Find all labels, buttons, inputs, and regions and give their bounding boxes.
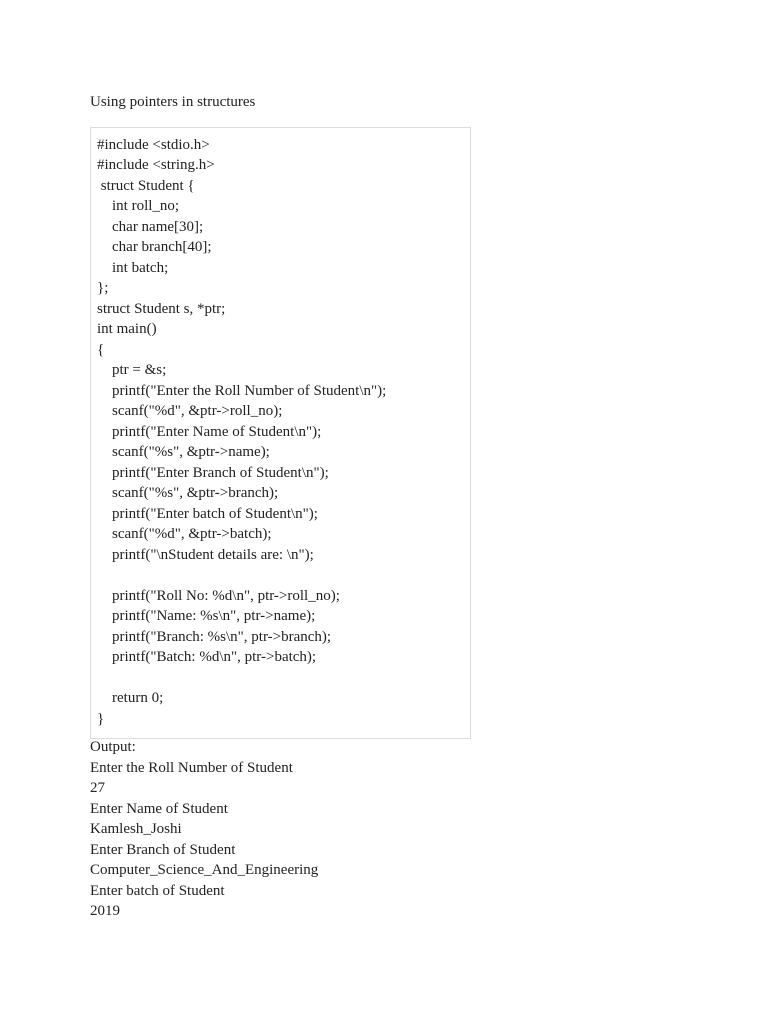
output-line: Kamlesh_Joshi	[90, 821, 182, 837]
output-line: 27	[90, 780, 105, 796]
output-line: Computer_Science_And_Engineering	[90, 862, 319, 878]
code-line: {	[97, 341, 105, 358]
output-line: Enter the Roll Number of Student	[90, 759, 293, 776]
code-line: struct Student {	[97, 177, 195, 194]
code-line: scanf("%d", &ptr->batch);	[97, 526, 272, 542]
output-line: Enter Name of Student	[90, 800, 228, 817]
code-line: int roll_no;	[97, 198, 180, 214]
code-line: printf("Enter Name of Student\n");	[97, 423, 322, 440]
code-line: int batch;	[97, 259, 169, 276]
section-heading: Using pointers in structures	[90, 94, 256, 110]
code-line: return 0;	[97, 690, 164, 706]
code-line: }	[97, 710, 105, 727]
code-line	[97, 565, 464, 586]
code-line: #include <stdio.h>	[97, 136, 210, 153]
output-line: 2019	[90, 903, 120, 919]
code-line: scanf("%s", &ptr->name);	[97, 444, 270, 460]
code-line: printf("Name: %s\n", ptr->name);	[97, 608, 316, 624]
code-line: struct Student s, *ptr;	[97, 300, 226, 317]
output-label: Output:	[90, 739, 136, 755]
code-line: printf("Roll No: %d\n", ptr->roll_no);	[97, 587, 340, 604]
code-line: printf("Branch: %s\n", ptr->branch);	[97, 628, 332, 645]
code-line: printf("Enter batch of Student\n");	[97, 505, 318, 522]
code-line: };	[97, 280, 109, 296]
code-line: printf("\nStudent details are: \n");	[97, 546, 314, 563]
output-section	[90, 737, 690, 922]
output-line: Enter batch of Student	[90, 882, 225, 899]
code-line: int main()	[97, 321, 157, 337]
code-line: char branch[40];	[97, 239, 212, 255]
document-page	[90, 92, 690, 922]
output-line: Enter Branch of Student	[90, 841, 236, 858]
code-line: printf("Enter the Roll Number of Student\n");	[97, 382, 387, 399]
code-block	[90, 127, 471, 740]
code-line: printf("Enter Branch of Student\n");	[97, 464, 329, 481]
code-line: char name[30];	[97, 218, 204, 235]
code-line	[97, 668, 464, 689]
code-line: scanf("%d", &ptr->roll_no);	[97, 403, 283, 419]
output-lines	[90, 758, 690, 922]
code-line: printf("Batch: %d\n", ptr->batch);	[97, 649, 317, 665]
code-line: ptr = &s;	[97, 362, 167, 378]
code-line: scanf("%s", &ptr->branch);	[97, 485, 279, 501]
code-line: #include <string.h>	[97, 157, 215, 173]
